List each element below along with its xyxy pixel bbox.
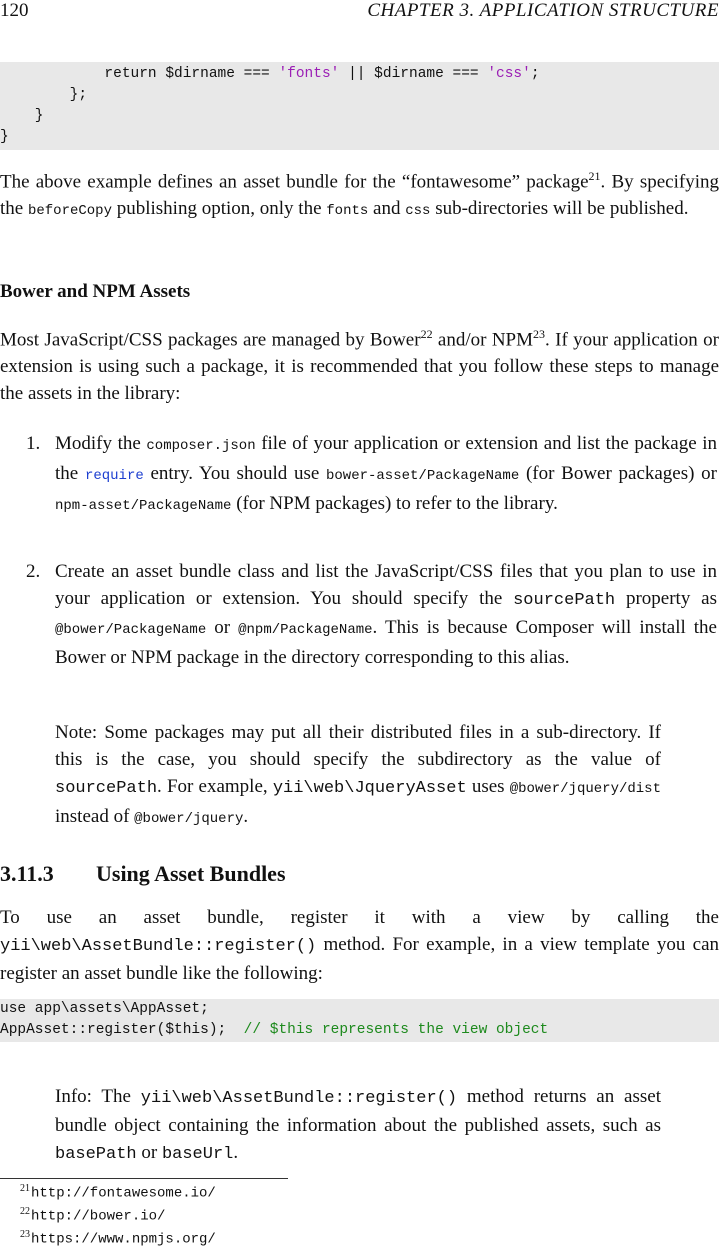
code-line: AppAsset::register($this); // $this represents the view object [0, 1022, 549, 1038]
footnote-rule [0, 1178, 288, 1179]
footnote-link[interactable]: http://bower.io/ [31, 1208, 166, 1225]
subsection-heading [0, 861, 286, 887]
page-number: 120 [0, 0, 29, 21]
footnote-ref[interactable]: 23 [533, 327, 546, 341]
footnote-link[interactable]: http://fontawesome.io/ [31, 1185, 216, 1202]
paragraph: Most JavaScript/CSS packages are managed by Bower$^{22}$ and/or NPM$^{23}$. If your application or extension is using such a package, it is recommended that you follow these steps to manage the assets in the library: [0, 327, 719, 405]
code-block-1 [0, 62, 719, 150]
paragraph: To use an asset bundle, register it with a view by calling the yii\web\AssetBundle::register() method. For example, in a view template you can register an asset bundle like the following: [0, 907, 719, 984]
footnote: $^{21}$http://fontawesome.io/ [20, 1183, 216, 1202]
footnote-ref[interactable]: 21 [588, 169, 601, 183]
code-line: } [0, 129, 9, 145]
list-number: 2. [26, 561, 41, 582]
chapter-title: CHAPTER 3. APPLICATION STRUCTURE [367, 0, 719, 21]
code-block-2 [0, 999, 719, 1042]
code-line: }; [0, 87, 88, 103]
note-box: Note: Some packages may put all their distributed files in a sub-directory. If this is the case, you should specify the subdirectory as the value of sourcePath. For example, yii\web\JqueryAsset uses @bower/jquery/dist instead of @bower/jquery. [55, 722, 661, 827]
footnote: $^{23}$https://www.npmjs.org/ [20, 1229, 216, 1248]
footnote-ref[interactable]: 22 [420, 327, 433, 341]
section-heading: Bower and NPM Assets [0, 281, 191, 302]
list-item-text: Create an asset bundle class and list the JavaScript/CSS files that you plan to use in your application or extension. You should specify the sourcePath property as @bower/PackageName or @npm/PackageName. This is because Composer will install the Bower or NPM package in the directory corresponding to this alias. [55, 561, 717, 668]
footnote-link[interactable]: https://www.npmjs.org/ [31, 1231, 216, 1248]
footnote: $^{22}$http://bower.io/ [20, 1206, 166, 1225]
running-header [0, 0, 719, 24]
paragraph: The above example defines an asset bundle for the “fontawesome” package$^{21}$. By specifying the beforeCopy publishing option, only the fonts and css sub-directories will be published. [0, 169, 719, 220]
code-line: return $dirname === 'fonts' || $dirname === 'css'; [0, 66, 540, 82]
subsection-title: Using Asset Bundles [96, 861, 286, 886]
info-box: Info: The yii\web\AssetBundle::register() method returns an asset bundle object containing the information about the published assets, such as basePath or baseUrl. [55, 1086, 661, 1164]
list-item-text: Modify the composer.json file of your application or extension and list the package in the require entry. You should use bower-asset/PackageName (for Bower packages) or npm-asset/PackageName (for NPM packages) to refer to the library. [55, 433, 718, 514]
subsection-number: 3.11.3 [0, 861, 54, 886]
list-number: 1. [26, 433, 41, 454]
code-line: } [0, 108, 44, 124]
code-line: use app\assets\AppAsset; [0, 1001, 209, 1017]
